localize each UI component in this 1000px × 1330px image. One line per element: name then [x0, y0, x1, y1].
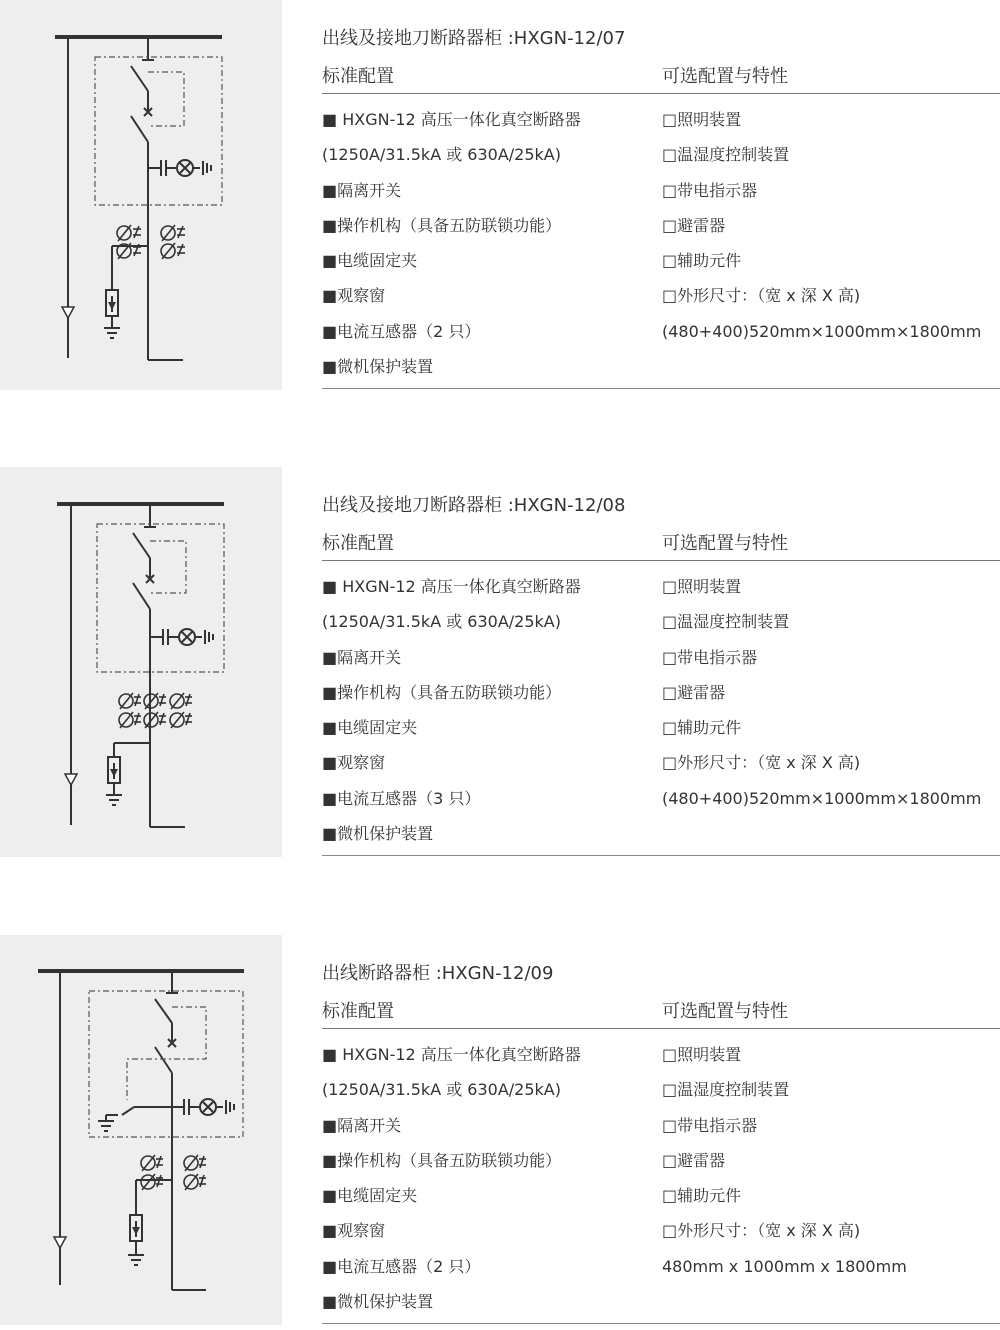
standard-item: (1250A/31.5kA 或 630A/25kA)	[322, 612, 561, 632]
optional-config-header: 可选配置与特性	[662, 66, 788, 87]
optional-item: □照明装置	[662, 110, 742, 129]
column-headers	[322, 62, 1000, 94]
current-transformers	[117, 225, 185, 259]
optional-item: □照明装置	[662, 577, 742, 596]
disconnector-blade	[155, 999, 172, 1023]
single-line-diagram	[0, 467, 282, 857]
disconnector-blade	[133, 533, 150, 558]
standard-item: (1250A/31.5kA 或 630A/25kA)	[322, 1080, 561, 1100]
single-line-diagram	[0, 0, 282, 390]
optional-item: □避雷器	[662, 1150, 726, 1170]
standard-item: ■微机保护装置	[322, 1292, 434, 1312]
standard-item: ■微机保护装置	[322, 357, 434, 377]
standard-item: ■观察窗	[322, 286, 386, 306]
standard-item: ■操作机构（具备五防联锁功能）	[322, 1150, 562, 1170]
optional-item: □辅助元件	[662, 1186, 742, 1206]
cabinet-title: 出线及接地刀断路器柜 :HXGN-12/08	[322, 495, 626, 516]
current-transformers	[119, 693, 192, 728]
standard-config-list	[322, 102, 652, 384]
standard-item: ■操作机构（具备五防联锁功能）	[322, 682, 562, 702]
standard-item: ■隔离开关	[322, 1115, 402, 1135]
dimensions-value: (480+400)520mm×1000mm×1800mm	[662, 788, 982, 808]
earthing-switch-blade	[122, 1107, 134, 1115]
cabinet-panel-hxgn-12-07	[0, 0, 1000, 390]
optional-config-header: 可选配置与特性	[662, 1001, 788, 1022]
optional-config-list	[662, 569, 1000, 816]
current-transformers	[141, 1155, 206, 1190]
standard-item: ■ HXGN-12 高压一体化真空断路器	[322, 577, 581, 596]
optional-item: □带电指示器	[662, 1115, 758, 1135]
switchgear-enclosure	[95, 57, 222, 205]
divider	[322, 1323, 1000, 1324]
standard-item: ■观察窗	[322, 1221, 386, 1241]
optional-item: □避雷器	[662, 215, 726, 235]
breaker-blade	[131, 116, 148, 142]
standard-item: ■电流互感器（2 只）	[322, 321, 481, 341]
divider	[322, 855, 1000, 856]
disconnector-blade	[131, 66, 148, 91]
optional-item: □温湿度控制装置	[662, 145, 790, 165]
dimensions-value: (480+400)520mm×1000mm×1800mm	[662, 321, 982, 341]
optional-config-list	[662, 102, 1000, 349]
standard-item: ■ HXGN-12 高压一体化真空断路器	[322, 1045, 581, 1064]
standard-item: ■ HXGN-12 高压一体化真空断路器	[322, 110, 581, 129]
optional-item: □温湿度控制装置	[662, 612, 790, 632]
optional-config-list	[662, 1037, 1000, 1284]
optional-item: □避雷器	[662, 682, 726, 702]
standard-config-header: 标准配置	[322, 1001, 394, 1022]
optional-item: □外形尺寸：（宽 x 深 X 高)	[662, 286, 861, 306]
dimensions-value: 480mm x 1000mm x 1800mm	[662, 1256, 907, 1276]
optional-item: □带电指示器	[662, 180, 758, 200]
single-line-diagram	[0, 935, 282, 1325]
optional-item: □照明装置	[662, 1045, 742, 1064]
optional-item: □温湿度控制装置	[662, 1080, 790, 1100]
cabinet-panel-hxgn-12-09	[0, 935, 1000, 1325]
standard-item: ■电缆固定夹	[322, 251, 418, 271]
optional-item: □外形尺寸：（宽 x 深 X 高)	[662, 1221, 861, 1241]
standard-item: ■隔离开关	[322, 180, 402, 200]
standard-config-header: 标准配置	[322, 533, 394, 554]
switchgear-enclosure	[97, 524, 224, 672]
standard-item: ■电缆固定夹	[322, 718, 418, 738]
standard-item: ■观察窗	[322, 753, 386, 773]
optional-item: □辅助元件	[662, 251, 742, 271]
standard-item: (1250A/31.5kA 或 630A/25kA)	[322, 145, 561, 165]
standard-item: ■操作机构（具备五防联锁功能）	[322, 215, 562, 235]
standard-item: ■微机保护装置	[322, 824, 434, 844]
breaker-blade	[133, 583, 150, 609]
optional-item: □外形尺寸：（宽 x 深 X 高)	[662, 753, 861, 773]
optional-config-header: 可选配置与特性	[662, 533, 788, 554]
standard-config-header: 标准配置	[322, 66, 394, 87]
standard-item: ■隔离开关	[322, 647, 402, 667]
breaker-blade	[155, 1047, 172, 1073]
standard-config-list	[322, 569, 652, 851]
standard-item: ■电流互感器（3 只）	[322, 788, 481, 808]
cabinet-panel-hxgn-12-08	[0, 467, 1000, 857]
cabinet-title: 出线及接地刀断路器柜 :HXGN-12/07	[322, 28, 626, 49]
column-headers	[322, 997, 1000, 1029]
standard-item: ■电流互感器（2 只）	[322, 1256, 481, 1276]
standard-item: ■电缆固定夹	[322, 1186, 418, 1206]
column-headers	[322, 529, 1000, 561]
cabinet-title: 出线断路器柜 :HXGN-12/09	[322, 963, 554, 984]
optional-item: □辅助元件	[662, 718, 742, 738]
optional-item: □带电指示器	[662, 647, 758, 667]
standard-config-list	[322, 1037, 652, 1319]
divider	[322, 388, 1000, 389]
